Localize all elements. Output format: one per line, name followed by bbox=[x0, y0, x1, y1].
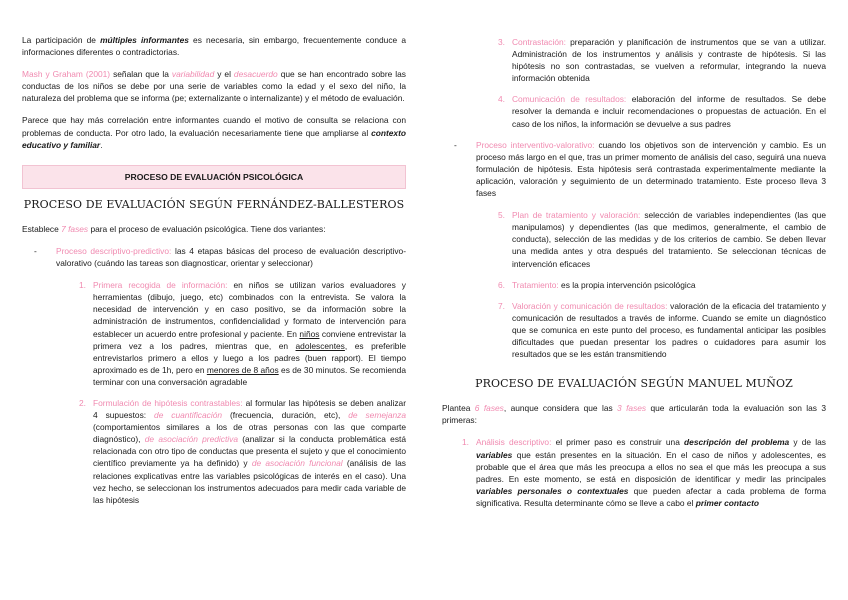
section-title-box: PROCESO DE EVALUACIÓN PSICOLÓGICA bbox=[22, 165, 406, 189]
dash-marker: - bbox=[34, 245, 37, 256]
phase-number: 6. bbox=[498, 279, 505, 290]
phase-item-7: 7. Valoración y comunicación de resultados: valoración de la eficacia del tratamiento y comunicación de resultados a través de informe. Cuando se emite un diagnóstico que se comunica en este punto del proceso, es fundamental anticipar las posibles dificultades que puedan presentar los padres o cuidadores para asumir los resultados que se les están transmitiendo bbox=[498, 300, 827, 360]
munoz-phase-list bbox=[442, 436, 826, 509]
phase-item-6: 6. Tratamiento: es la propia intervención psicológica bbox=[498, 279, 696, 290]
heading-manuel-munoz: PROCESO DE EVALUACIÓN SEGÚN MANUEL MUÑOZ bbox=[475, 377, 793, 391]
munoz-phase-1: 1. Análisis descriptivo: el primer paso es construir una descripción del problema y de las variables que están presentes en la situación. En el caso de niños y adolescentes, es probable que el área que más les preocupa a ellos no sea el que más les preocupa a sus padres. En este momento, se está en disposición de identificar y medir las principales variables personales o contextuales que pueden afectar a cada problema de forma significativa. Resulta determinante cómo se lleve a cabo el primer contacto bbox=[462, 437, 826, 508]
phase-title: Contrastación: bbox=[512, 37, 566, 47]
emphasis-informants: múltiples informantes bbox=[100, 35, 189, 45]
phase-item-3: 3. Contrastación: preparación y planificación de instrumentos que se van a utilizar. Administración de los instrumentos y análisis y contraste de hipótesis. Si las hipótesis no son contrastadas, se vuelven a reformular, integrando la nueva información obtenida bbox=[498, 37, 826, 84]
heading-fernandez-ballesteros: PROCESO DE EVALUACIÓN SEGÚN FERNÁNDEZ-BALLESTEROS bbox=[23, 197, 405, 211]
phase-title: Análisis descriptivo: bbox=[476, 437, 552, 448]
phase-item-4: 4. Comunicación de resultados: elaboración del informe de resultados. Se debe resolver la demanda e incluir recomendaciones o propuestas de actuación. En el caso de los niños, la información se devuelve a sus padres bbox=[498, 94, 826, 129]
phase-item-2: 2. Formulación de hipótesis contrastables: al formular las hipótesis se deben analizar 4 supuestos: de cuantificación (frecuencia, duración, etc), de semejanza (comportamientos similares a los de otras personas con las que comparte diagnóstico), de asociación predictiva (analizar si la conducta problemática está relacionada con otro tipo de conductas que presenta el sujeto y que el conocimiento científico previamente ya ha definido) y de asociación funcional (análisis de las relaciones explicativas entre las variables psicológicas de interés en el caso). Una vez hecho, se seleccionan los instrumentos adecuados para medir cada variable de las hipótesis bbox=[79, 397, 406, 505]
phase-number: 1. bbox=[79, 280, 86, 291]
paragraph-mash-graham: Mash y Graham (2001) señalan que la variabilidad y el desacuerdo que se han encontrado sobre las conductas de los niños se debe por una serie de variables como la edad y el sexo del niño, la naturaleza del problema que se informa (pe; externalizante o internalizante) y el método de evaluación. bbox=[22, 69, 406, 104]
phase-title: Valoración y comunicación de resultados: bbox=[512, 300, 668, 311]
variant-title: Proceso descriptivo-predictivo: bbox=[56, 245, 172, 256]
emphasis-disagreement: desacuerdo bbox=[233, 69, 278, 80]
phase-title: Formulación de hipótesis contrastables: bbox=[93, 397, 243, 408]
phase-number: 2. bbox=[79, 397, 86, 408]
left-column bbox=[22, 34, 406, 515]
phase-title: Comunicación de resultados: bbox=[512, 94, 627, 105]
dash-marker: - bbox=[454, 139, 457, 150]
phase-item-5: 5. Plan de tratamiento y valoración: selección de variables independientes (las que manipulamos) y dependientes (las que medimos, generalmente, el cambio de conducta), selección de las medidas y de los criterios de cambio. Se deben llevar una medida antes y otra después del tratamiento. Se seleccionan técnicas de intervención eficaces bbox=[498, 210, 826, 269]
phase-list-right-bottom bbox=[442, 209, 826, 360]
phase-title: Primera recogida de información: bbox=[93, 280, 228, 291]
right-column bbox=[442, 36, 826, 518]
paragraph-correlation: Parece que hay más correlación entre informantes cuando el motivo de consulta se relaciona con problemas de conducta. Por otro lado, la evaluación necesariamente tiene que ampliarse al contexto educativo y familiar. bbox=[22, 115, 406, 150]
emphasis-variability: variabilidad bbox=[171, 69, 215, 80]
phase-number: 7. bbox=[498, 300, 505, 311]
phase-item-1: 1. Primera recogida de información: en niños se utilizan varios evaluadores y herramientas (dibujo, juego, etc) combinados con la entrevista. Se valora la necesidad de intervención y en caso positivo, se da información sobre la administración de instrumentos, confidencialidad y formato de intervención para establecer un acuerdo entre profesional y paciente. En niños conviene entrevistar la primera vez a los padres, mientras que, en adolescentes, es preferible entrevistarlos primero a ellos y luego a los padres (buen rapport). El tiempo aproximado es de 1h, pero en menores de 8 años es de 30 minutos. Se recomienda terminar con una conversación agradable bbox=[79, 280, 407, 387]
phase-list-left bbox=[22, 279, 406, 506]
intro-seven-phases: Establece 7 fases para el proceso de evaluación psicológica. Tiene dos variantes: bbox=[22, 223, 326, 234]
citation-mash-graham: Mash y Graham (2001) bbox=[22, 69, 111, 80]
variant-descriptive: - Proceso descriptivo-predictivo: las 4 etapas básicas del proceso de evaluación descriptivo-valorativo (cuándo las tareas son diagnosticar, orientar y seleccionar) bbox=[34, 245, 406, 269]
paragraph-informants: La participación de múltiples informantes es necesaria, sin embargo, frecuentemente conduce a informaciones diferentes o contradictorias. bbox=[22, 35, 406, 58]
phase-list-right-top bbox=[442, 36, 826, 130]
emphasis-context: contexto educativo y familiar bbox=[22, 127, 406, 150]
intro-six-phases: Plantea 6 fases, aunque considera que las 3 fases que articularán toda la evaluación son las 3 primeras: bbox=[442, 403, 826, 426]
phase-title: Tratamiento: bbox=[512, 279, 559, 290]
phase-title: Plan de tratamiento y valoración: bbox=[512, 210, 641, 221]
phase-number: 3. bbox=[498, 37, 505, 47]
variant-interventive: - Proceso interventivo-valorativo: cuando los objetivos son de intervención y cambio. Es un proceso más largo en el que, tras un primer momento de análisis del caso, seguirá una nueva formulación de hipótesis. Esta hipótesis será contrastada experimentalmente mediante la aplicación, valoración y seguimiento de un determinado tratamiento. Este proceso lleva 3 fases bbox=[454, 139, 826, 199]
phase-number: 5. bbox=[498, 210, 505, 221]
emphasis-seven-phases: 7 fases bbox=[61, 223, 89, 234]
phase-number: 4. bbox=[498, 94, 505, 105]
phase-number: 1. bbox=[462, 437, 469, 448]
variant-title: Proceso interventivo-valorativo: bbox=[476, 139, 595, 150]
